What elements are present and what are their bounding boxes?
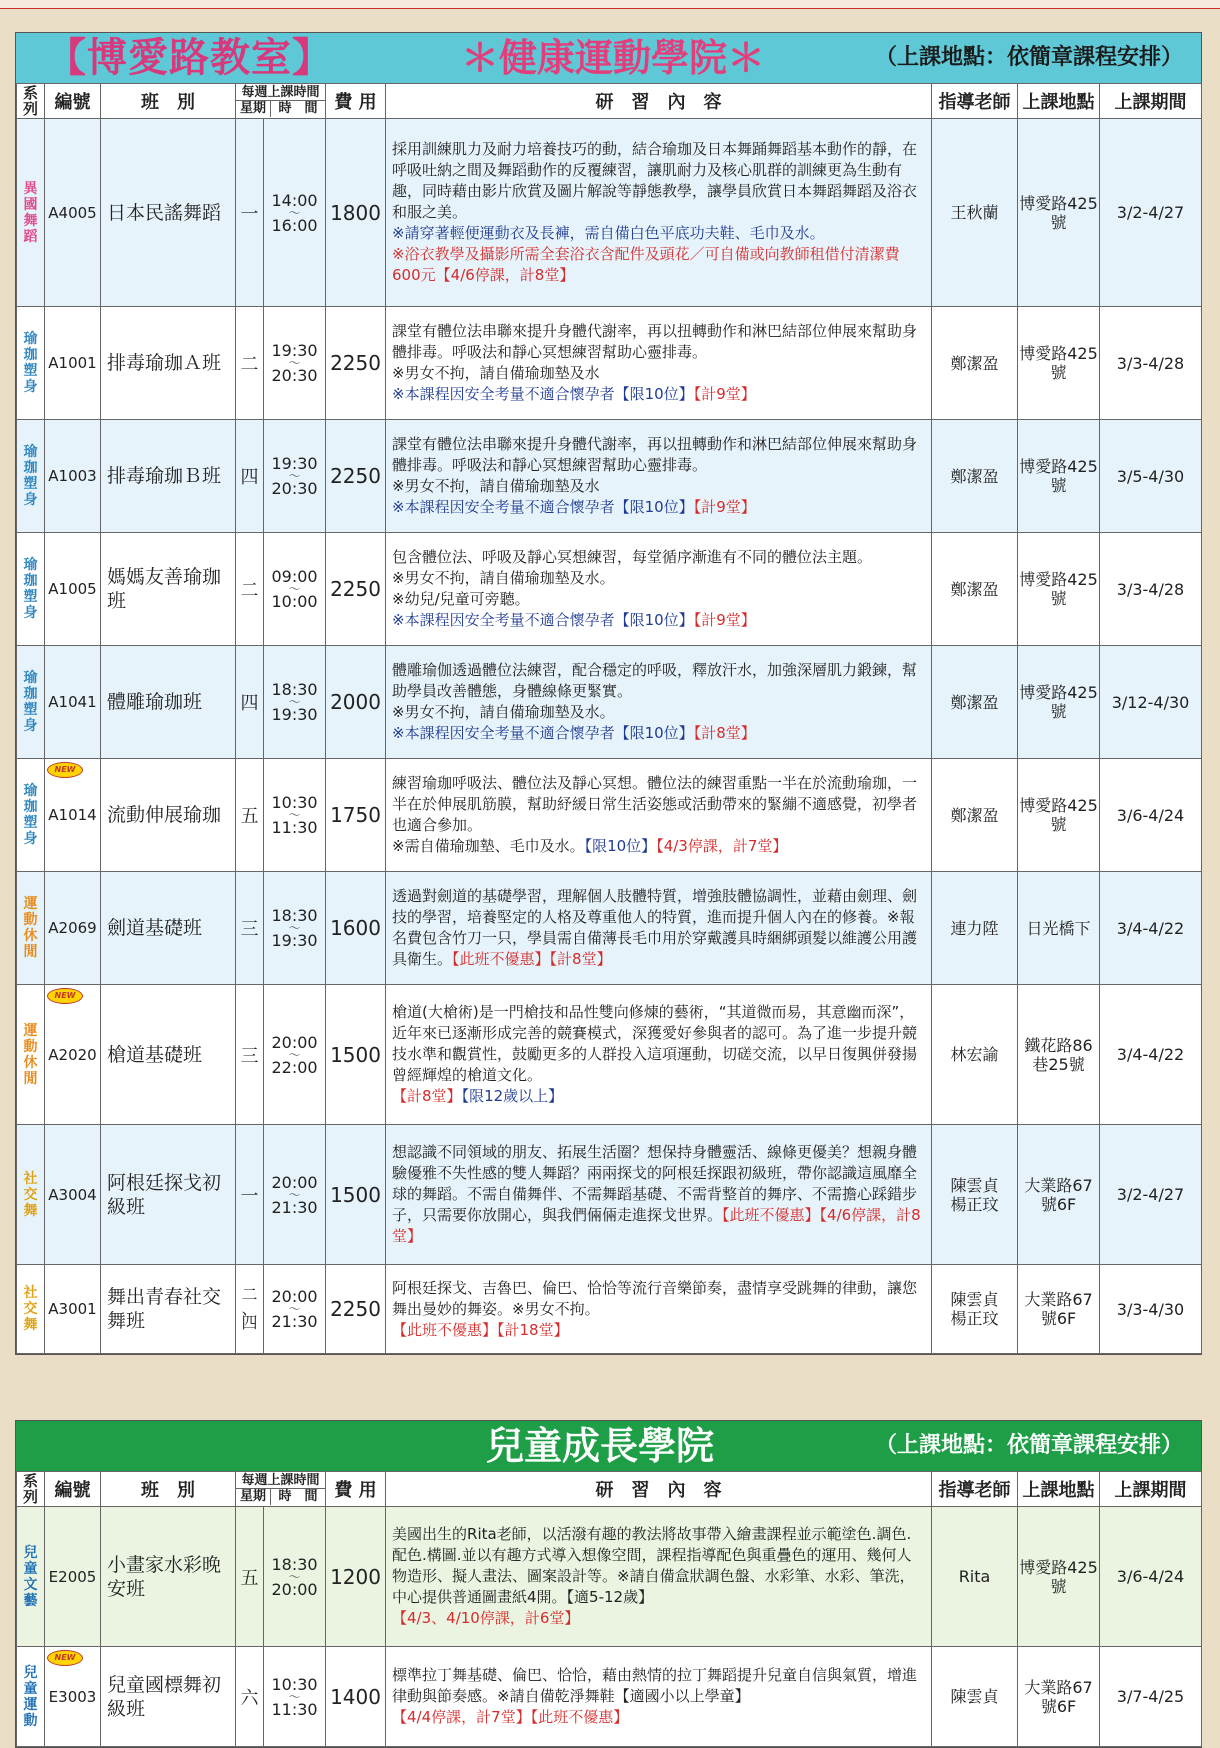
course-name: 小畫家水彩晚安班 [101,1507,236,1647]
table-row [17,1507,1202,1647]
course-teacher: 連力陞 [932,872,1018,985]
course-location: 博愛路425號 [1018,759,1100,872]
course-day: 六 [236,1647,264,1747]
course-code: A1003 [45,420,101,533]
table-row [17,1125,1202,1265]
health-academy-title: ＊健康運動學院＊ [461,36,766,80]
course-teacher: 陳雲貞 楊正玟 [932,1125,1018,1265]
course-day: 二 [236,533,264,646]
table-row [17,119,1202,307]
course-name: 排毒瑜珈Ｂ班 [101,420,236,533]
course-time: 14:00 ～ 16:00 [264,119,326,307]
course-category: 異國舞蹈 [17,119,45,307]
course-name: 劍道基礎班 [101,872,236,985]
course-fee: 1750 [326,759,386,872]
course-day: 五 [236,1507,264,1647]
course-name: 槍道基礎班 [101,985,236,1125]
header-series: 系列 [17,84,45,119]
header-code: 編號 [45,1472,101,1507]
kids-header-row [17,1472,1202,1507]
course-location: 博愛路425號 [1018,533,1100,646]
course-name: 流動伸展瑜珈 [101,759,236,872]
header-weekly: 每週上課時間 星期 時 間 [236,1472,326,1507]
course-teacher: 鄭潔盈 [932,646,1018,759]
course-category: 瑜珈塑身 [17,420,45,533]
course-code: NEW A2020 [45,985,101,1125]
course-location: 大業路67號6F [1018,1125,1100,1265]
course-category: 兒童文藝 [17,1507,45,1647]
header-class: 班 別 [101,84,236,119]
health-header-row [17,84,1202,119]
table-row [17,1265,1202,1354]
course-teacher: 鄭潔盈 [932,420,1018,533]
course-day: 一 [236,119,264,307]
course-code: A3004 [45,1125,101,1265]
course-name: 排毒瑜珈Ａ班 [101,307,236,420]
kids-course-table [16,1471,1202,1747]
course-name: 媽媽友善瑜珈班 [101,533,236,646]
course-time: 20:00 ～ 22:00 [264,985,326,1125]
course-period: 3/12-4/30 [1100,646,1202,759]
table-row [17,759,1202,872]
course-period: 3/5-4/30 [1100,420,1202,533]
course-time: 18:30 ～ 20:00 [264,1507,326,1647]
course-description: 練習瑜珈呼吸法、體位法及靜心冥想。體位法的練習重點一半在於流動瑜珈，一半在於伸展肌筋膜，幫助紓緩日常生活姿態或活動帶來的緊繃不適感覺，初學者也適合參加。 ※需自備瑜珈墊、毛巾及水。【限10位】【4/3停課，計7堂】 [386,759,932,872]
course-time: 19:30 ～ 20:30 [264,420,326,533]
course-fee: 2250 [326,533,386,646]
course-description: 標準拉丁舞基礎、倫巴、恰恰，藉由熱情的拉丁舞蹈提升兒童自信與氣質，增進律動與節奏感。※請自備乾淨舞鞋【適國小以上學童】 【4/4停課，計7堂】【此班不優惠】 [386,1647,932,1747]
course-code: A4005 [45,119,101,307]
course-period: 3/3-4/28 [1100,533,1202,646]
course-time: 20:00 ～ 21:30 [264,1125,326,1265]
course-day: 三 [236,872,264,985]
course-description: 採用訓練肌力及耐力培養技巧的動，結合瑜珈及日本舞踊舞蹈基本動作的靜，在呼吸吐納之間及舞蹈動作的反覆練習，讓肌耐力及核心肌群的訓練更為生動有趣，同時藉由影片欣賞及圖片解說等靜態教學，讓學員欣賞日本舞蹈舞蹈及浴衣和服之美。 ※請穿著輕便運動衣及長褲，需自備白色平底功夫鞋、毛巾及水。 ※浴衣教學及攝影所需全套浴衣含配件及頭花／可自備或向教師租借付清潔費600元【4/6停課，計8堂】 [386,119,932,307]
course-fee: 2250 [326,420,386,533]
course-category: 瑜珈塑身 [17,759,45,872]
course-name: 兒童國標舞初級班 [101,1647,236,1747]
course-name: 體雕瑜珈班 [101,646,236,759]
course-time: 19:30 ～ 20:30 [264,307,326,420]
course-description: 想認識不同領域的朋友、拓展生活圈？想保持身體靈活、線條更優美？想親身體驗優雅不失性感的雙人舞蹈？兩兩探戈的阿根廷探跟初級班，帶你認識這風靡全球的舞蹈。不需自備舞伴、不需舞蹈基礎、不需背整首的舞序、不需擔心踩錯步子，只需要你放開心，與我們倆倆走進探戈世界。【此班不優惠】【4/6停課，計8堂】 [386,1125,932,1265]
course-name: 日本民謠舞蹈 [101,119,236,307]
kids-banner [16,1421,1201,1471]
course-location: 博愛路425號 [1018,119,1100,307]
course-teacher: 陳雲貞 [932,1647,1018,1747]
course-teacher: 鄭潔盈 [932,759,1018,872]
course-description: 美國出生的Rita老師，以活潑有趣的教法將故事帶入繪畫課程並示範塗色.調色.配色.構圖.並以有趣方式導入想像空間，課程指導配色與重疊色的運用、幾何人物造形、擬人畫法、圖案設計等。※請自備盒狀調色盤、水彩筆、水彩、筆洗，中心提供普通圖畫紙4開。【適5-12歲】 【4/3、4/10停課，計6堂】 [386,1507,932,1647]
kids-section [15,1420,1202,1748]
course-period: 3/2-4/27 [1100,119,1202,307]
course-period: 3/6-4/24 [1100,1507,1202,1647]
course-fee: 2250 [326,1265,386,1354]
header-period: 上課期間 [1100,1472,1202,1507]
new-badge: NEW [47,762,83,778]
course-period: 3/4-4/22 [1100,985,1202,1125]
course-day: 四 [236,646,264,759]
course-description: 課堂有體位法串聯來提升身體代謝率，再以扭轉動作和淋巴結部位伸展來幫助身體排毒。呼吸法和靜心冥想練習幫助心靈排毒。 ※男女不拘，請自備瑜珈墊及水 ※本課程因安全考量不適合懷孕者【限10位】【計9堂】 [386,420,932,533]
course-name: 阿根廷探戈初級班 [101,1125,236,1265]
course-day: 二 、 四 [236,1265,264,1354]
course-code: A1005 [45,533,101,646]
course-time: 10:30 ～ 11:30 [264,1647,326,1747]
kids-academy-title: 兒童成長學院 [486,1424,715,1468]
table-row [17,307,1202,420]
table-row [17,646,1202,759]
course-category: 運動休閒 [17,872,45,985]
course-code: A1001 [45,307,101,420]
course-description: 體雕瑜伽透過體位法練習，配合穩定的呼吸，釋放汗水，加強深層肌力鍛鍊，幫助學員改善體態，身體線條更緊實。 ※男女不拘，請自備瑜珈墊及水。 ※本課程因安全考量不適合懷孕者【限10位】【計8堂】 [386,646,932,759]
classroom-title: 【博愛路教室】 [46,35,333,81]
course-category: 瑜珈塑身 [17,533,45,646]
course-fee: 1500 [326,1125,386,1265]
course-time: 10:30 ～ 11:30 [264,759,326,872]
table-row [17,872,1202,985]
course-location: 鐵花路86巷25號 [1018,985,1100,1125]
header-location: 上課地點 [1018,1472,1100,1507]
table-row [17,533,1202,646]
table-row [17,985,1202,1125]
course-location: 日光橋下 [1018,872,1100,985]
course-description: 包含體位法、呼吸及靜心冥想練習，每堂循序漸進有不同的體位法主題。 ※男女不拘，請自備瑜珈墊及水。 ※幼兒/兒童可旁聽。 ※本課程因安全考量不適合懷孕者【限10位】【計9堂】 [386,533,932,646]
course-description: 課堂有體位法串聯來提升身體代謝率，再以扭轉動作和淋巴結部位伸展來幫助身體排毒。呼吸法和靜心冥想練習幫助心靈排毒。 ※男女不拘，請自備瑜珈墊及水 ※本課程因安全考量不適合懷孕者【限10位】【計9堂】 [386,307,932,420]
course-day: 三 [236,985,264,1125]
new-badge: NEW [47,1650,83,1666]
course-fee: 1200 [326,1507,386,1647]
course-time: 18:30 ～ 19:30 [264,872,326,985]
health-banner [16,33,1201,83]
header-class: 班 別 [101,1472,236,1507]
new-badge: NEW [47,988,83,1004]
health-section [15,32,1202,1355]
course-period: 3/2-4/27 [1100,1125,1202,1265]
course-name: 舞出青春社交舞班 [101,1265,236,1354]
course-teacher: 陳雲貞 楊正玟 [932,1265,1018,1354]
kids-location-note: （上課地點：依簡章課程安排） [874,1433,1183,1458]
course-teacher: Rita [932,1507,1018,1647]
course-day: 四 [236,420,264,533]
course-description: 槍道(大槍術)是一門槍技和品性雙向修煉的藝術，“其道微而易，其意幽而深”，近年來已逐漸形成完善的競賽模式，深獲愛好參與者的認可。為了進一步提升競技水準和觀賞性，鼓勵更多的人群投入這項運動，切磋交流，以早日復興併發揚曾經輝煌的槍道文化。 【計8堂】【限12歲以上】 [386,985,932,1125]
course-category: 瑜珈塑身 [17,646,45,759]
course-location: 大業路67號6F [1018,1265,1100,1354]
course-category: 瑜珈塑身 [17,307,45,420]
header-series: 系列 [17,1472,45,1507]
course-fee: 1400 [326,1647,386,1747]
course-location: 博愛路425號 [1018,646,1100,759]
course-day: 一 [236,1125,264,1265]
header-weekly: 每週上課時間 星期 時 間 [236,84,326,119]
course-category: 運動休閒 [17,985,45,1125]
header-location: 上課地點 [1018,84,1100,119]
course-period: 3/3-4/28 [1100,307,1202,420]
course-location: 博愛路425號 [1018,1507,1100,1647]
course-teacher: 鄭潔盈 [932,307,1018,420]
course-fee: 1800 [326,119,386,307]
course-category: 社交舞 [17,1265,45,1354]
course-fee: 1600 [326,872,386,985]
header-fee: 費 用 [326,84,386,119]
health-location-note: （上課地點：依簡章課程安排） [874,45,1183,70]
course-time: 09:00 ～ 10:00 [264,533,326,646]
course-description: 阿根廷探戈、吉魯巴、倫巴、恰恰等流行音樂節奏，盡情享受跳舞的律動，讓您舞出曼妙的舞姿。※男女不拘。 【此班不優惠】【計18堂】 [386,1265,932,1354]
course-teacher: 林宏諭 [932,985,1018,1125]
table-row [17,420,1202,533]
course-fee: 1500 [326,985,386,1125]
course-location: 大業路67號6F [1018,1647,1100,1747]
top-rule [0,0,1220,9]
course-teacher: 王秋蘭 [932,119,1018,307]
course-location: 博愛路425號 [1018,307,1100,420]
course-period: 3/7-4/25 [1100,1647,1202,1747]
header-code: 編號 [45,84,101,119]
course-code: A3001 [45,1265,101,1354]
course-fee: 2000 [326,646,386,759]
header-content: 研 習 內 容 [386,84,932,119]
course-code: E2005 [45,1507,101,1647]
course-day: 五 [236,759,264,872]
header-fee: 費 用 [326,1472,386,1507]
course-teacher: 鄭潔盈 [932,533,1018,646]
header-teacher: 指導老師 [932,84,1018,119]
course-code: A2069 [45,872,101,985]
course-category: 兒童運動 [17,1647,45,1747]
health-course-table [16,83,1202,1354]
table-row [17,1647,1202,1747]
course-description: 透過對劍道的基礎學習，理解個人肢體特質，增強肢體協調性，並藉由劍理、劍技的學習，培養堅定的人格及尊重他人的特質，進而提升個人內在的修養。※報名費包含竹刀一只，學員需自備薄長毛巾用於穿戴護具時綑綁頭髮以維護公用護具衛生。【此班不優惠】【計8堂】 [386,872,932,985]
course-time: 18:30 ～ 19:30 [264,646,326,759]
course-period: 3/4-4/22 [1100,872,1202,985]
header-period: 上課期間 [1100,84,1202,119]
header-content: 研 習 內 容 [386,1472,932,1507]
course-fee: 2250 [326,307,386,420]
course-code: A1041 [45,646,101,759]
course-day: 二 [236,307,264,420]
course-period: 3/3-4/30 [1100,1265,1202,1354]
header-teacher: 指導老師 [932,1472,1018,1507]
course-code: NEW E3003 [45,1647,101,1747]
course-time: 20:00 ～ 21:30 [264,1265,326,1354]
course-category: 社交舞 [17,1125,45,1265]
course-period: 3/6-4/24 [1100,759,1202,872]
course-location: 博愛路425號 [1018,420,1100,533]
course-code: NEW A1014 [45,759,101,872]
